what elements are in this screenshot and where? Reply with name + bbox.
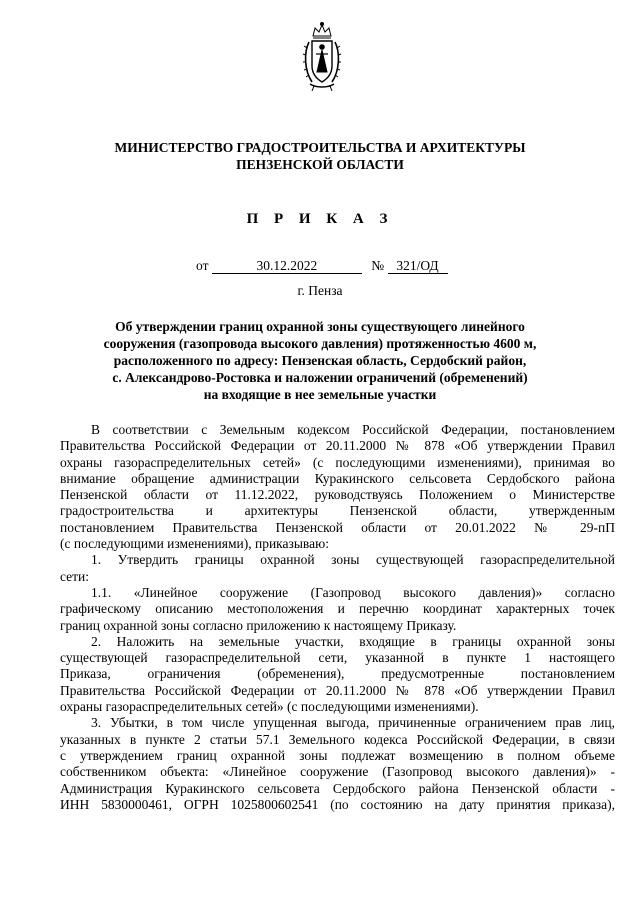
subject-line: на входящие в нее земельные участки (203, 387, 437, 402)
body-line: графическому описанию местоположения и перечню координат характерных точек (60, 601, 615, 617)
body-line: границ охранной зоны согласно приложению к настоящему Приказу. (60, 617, 457, 633)
body-line: Правительства Российской Федерации от 20.11.2000 № 878 «Об утверждении Правил (60, 682, 615, 698)
body-line: 1. Утвердить границы охранной зоны существующей газораспределительной (91, 552, 615, 568)
order-number: 321/ОД (388, 258, 448, 274)
order-body (60, 422, 615, 813)
body-line: Приказа, ограничения (обременения), предусмотренные постановлением (60, 666, 615, 682)
body-line: Пензенской области от 11.12.2022, руководствуясь Положением о Министерстве (60, 487, 615, 503)
subject-line: сооружения (газопровода высокого давления) протяженностью 4600 м, (103, 336, 537, 351)
subject-line: с. Александрово-Ростовка и наложении ограничений (обременений) (112, 370, 528, 385)
body-line: существующей газораспределительной сети, указанной в пункте 1 настоящего (60, 650, 615, 666)
order-subject (80, 318, 560, 403)
subject-line: Об утверждении границ охранной зоны существующего линейного (115, 319, 525, 334)
body-line: В соответствии с Земельным кодексом Российской Федерации, постановлением (91, 422, 615, 437)
body-line: (с последующими изменениями), приказываю: (60, 536, 329, 552)
number-prefix: № (371, 258, 385, 273)
body-line: 3. Убытки, в том числе упущенная выгода, причиненные ограничением прав лиц, (91, 715, 615, 731)
body-line: ИНН 5830000461, ОГРН 1025800602541 (по состоянию на дату принятия приказа), (60, 796, 615, 812)
body-line: Правительства Российской Федерации от 20.11.2000 № 878 «Об утверждении Правил (60, 438, 615, 454)
body-line: сети: (60, 568, 90, 584)
body-line: внимание обращение администрации Куракинского сельсовета Сердобского района (60, 470, 615, 486)
body-line: указанных в пункте 2 статьи 57.1 Земельного кодекса Российской Федерации, в связи (60, 731, 615, 747)
body-line: Администрация Куракинского сельсовета Сердобского района Пензенской области - (60, 780, 615, 796)
body-line: охраны газораспределительных сетей» (с последующими изменениями), принимая во (60, 454, 615, 470)
city: г. Пенза (297, 283, 343, 298)
body-line: градостроительства и архитектуры Пензенской области, утвержденным (60, 503, 615, 519)
body-line: 1.1. «Линейное сооружение (Газопровод высокого давления)» согласно (91, 584, 615, 600)
body-line: с утверждением границ охранной зоны подлежат возмещению в полном объеме (60, 747, 615, 763)
ministry-name-line-1: МИНИСТЕРСТВО ГРАДОСТРОИТЕЛЬСТВА И АРХИТЕКТУРЫ (114, 140, 526, 155)
order-date-number-line (196, 257, 448, 275)
ministry-name-line-2: ПЕНЗЕНСКОЙ ОБЛАСТИ (236, 157, 404, 172)
penza-region-coat-of-arms-icon (300, 22, 344, 92)
body-line: 2. Наложить на земельные участки, входящие в границы охранной зоны (91, 633, 615, 649)
document-type-title: П Р И К А З (246, 211, 394, 227)
body-line: постановлением Правительства Пензенской области от 20.01.2022 № 29-пП (60, 519, 615, 535)
subject-line: расположенного по адресу: Пензенская область, Сердобский район, (113, 353, 527, 368)
body-line: охраны газораспределительных сетей» (с последующими изменениями). (60, 699, 479, 715)
order-date: 30.12.2022 (212, 258, 362, 274)
date-prefix: от (196, 258, 209, 273)
body-line: собственником объекта: «Линейное сооружение (Газопровод высокого давления)» - (60, 764, 615, 780)
